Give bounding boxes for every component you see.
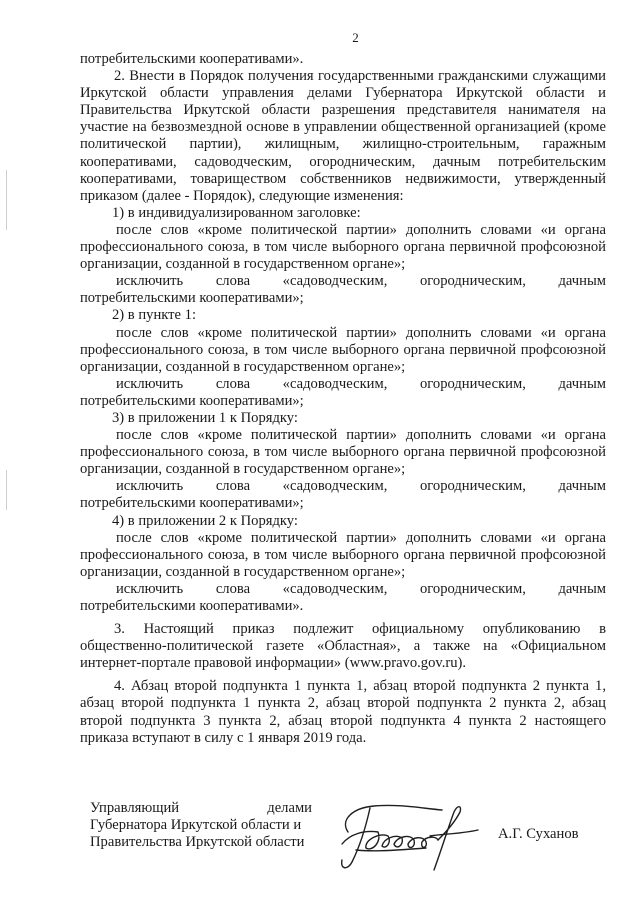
signatory-title [90,800,312,852]
signatory-title-line: Губернатора Иркутской области и [90,817,302,834]
signatory-title-line [90,800,312,817]
signatory-title-line: Правительства Иркутской области [90,834,305,851]
paragraph: после слов «кроме политической партии» дополнить словами «и органа профессионального союза, в том числе выборного органа первичной профсоюзной организации, созданной в государственном органе»; [80,529,606,580]
paragraph: исключить слова «садоводческим, огородническим, дачным потребительскими кооперативами»; [80,273,606,307]
subitem-heading: 1) в индивидуализированном заголовке: [112,204,361,221]
paragraph: 4. Абзац второй подпункта 1 пункта 1, абзац второй подпункта 2 пункта 1, абзац второй подпункта 1 пункта 2, абзац второй подпункта 2 пункта 2, абзац второй подпункта 3 пункта 2, абзац второй подпункта 4 пункта 2 настоящего приказа вступают в силу с 1 января 2019 года. [80,678,606,746]
paragraph: исключить слова «садоводческим, огородническим, дачным потребительскими кооперативами»; [80,478,606,512]
page-number: 2 [352,30,359,45]
subitem-heading: 4) в приложении 2 к Порядку: [112,512,298,529]
subitem-heading: 3) в приложении 1 к Порядку: [112,409,298,426]
paragraph: после слов «кроме политической партии» дополнить словами «и органа профессионального союза, в том числе выборного органа первичной профсоюзной организации, созданной в государственном органе»; [80,427,606,478]
signatory-title-word: Управляющий [90,800,180,816]
paragraph: потребительскими кооперативами». [80,51,304,67]
paragraph: исключить слова «садоводческим, огородническим, дачным потребительскими кооперативами»; [80,375,606,409]
paragraph: после слов «кроме политической партии» дополнить словами «и органа профессионального союза, в том числе выборного органа первичной профсоюзной организации, созданной в государственном органе»; [80,324,606,375]
signatory-name: А.Г. Суханов [498,826,579,842]
paragraph: исключить слова «садоводческим, огородническим, дачным потребительскими кооперативами». [80,580,606,614]
subitem-heading: 2) в пункте 1: [112,307,197,324]
paragraph: после слов «кроме политической партии» дополнить словами «и органа профессионального союза, в том числе выборного органа первичной профсоюзной организации, созданной в государственном органе»; [80,221,606,273]
signatory-title-word: делами [267,800,312,816]
handwritten-signature [330,790,500,880]
paragraph: 2. Внести в Порядок получения государственными гражданскими служащими Иркутской области управления делами Губернатора Иркутской области и Правительства Иркутской области разрешения представителя нанимателя на участие на безвозмездной основе в управлении общественной организацией (кроме политической партии), жилищным, жилищно-строительным, гаражным кооперативами, садоводческим, огородническим, дачным потребительским кооперативами, товариществом собственников недвижимости, утвержденный приказом (далее - Порядок), следующие изменения: [80,68,606,204]
paragraph: 3. Настоящий приказ подлежит официальному опубликованию в общественно-политической газете «Областная», а также на «Официальном интернет-портале правовой информации» (www.pravo.gov.ru). [80,621,606,672]
scan-edge-mark [6,170,7,230]
scan-edge-mark [6,470,7,510]
document-body [80,51,606,747]
